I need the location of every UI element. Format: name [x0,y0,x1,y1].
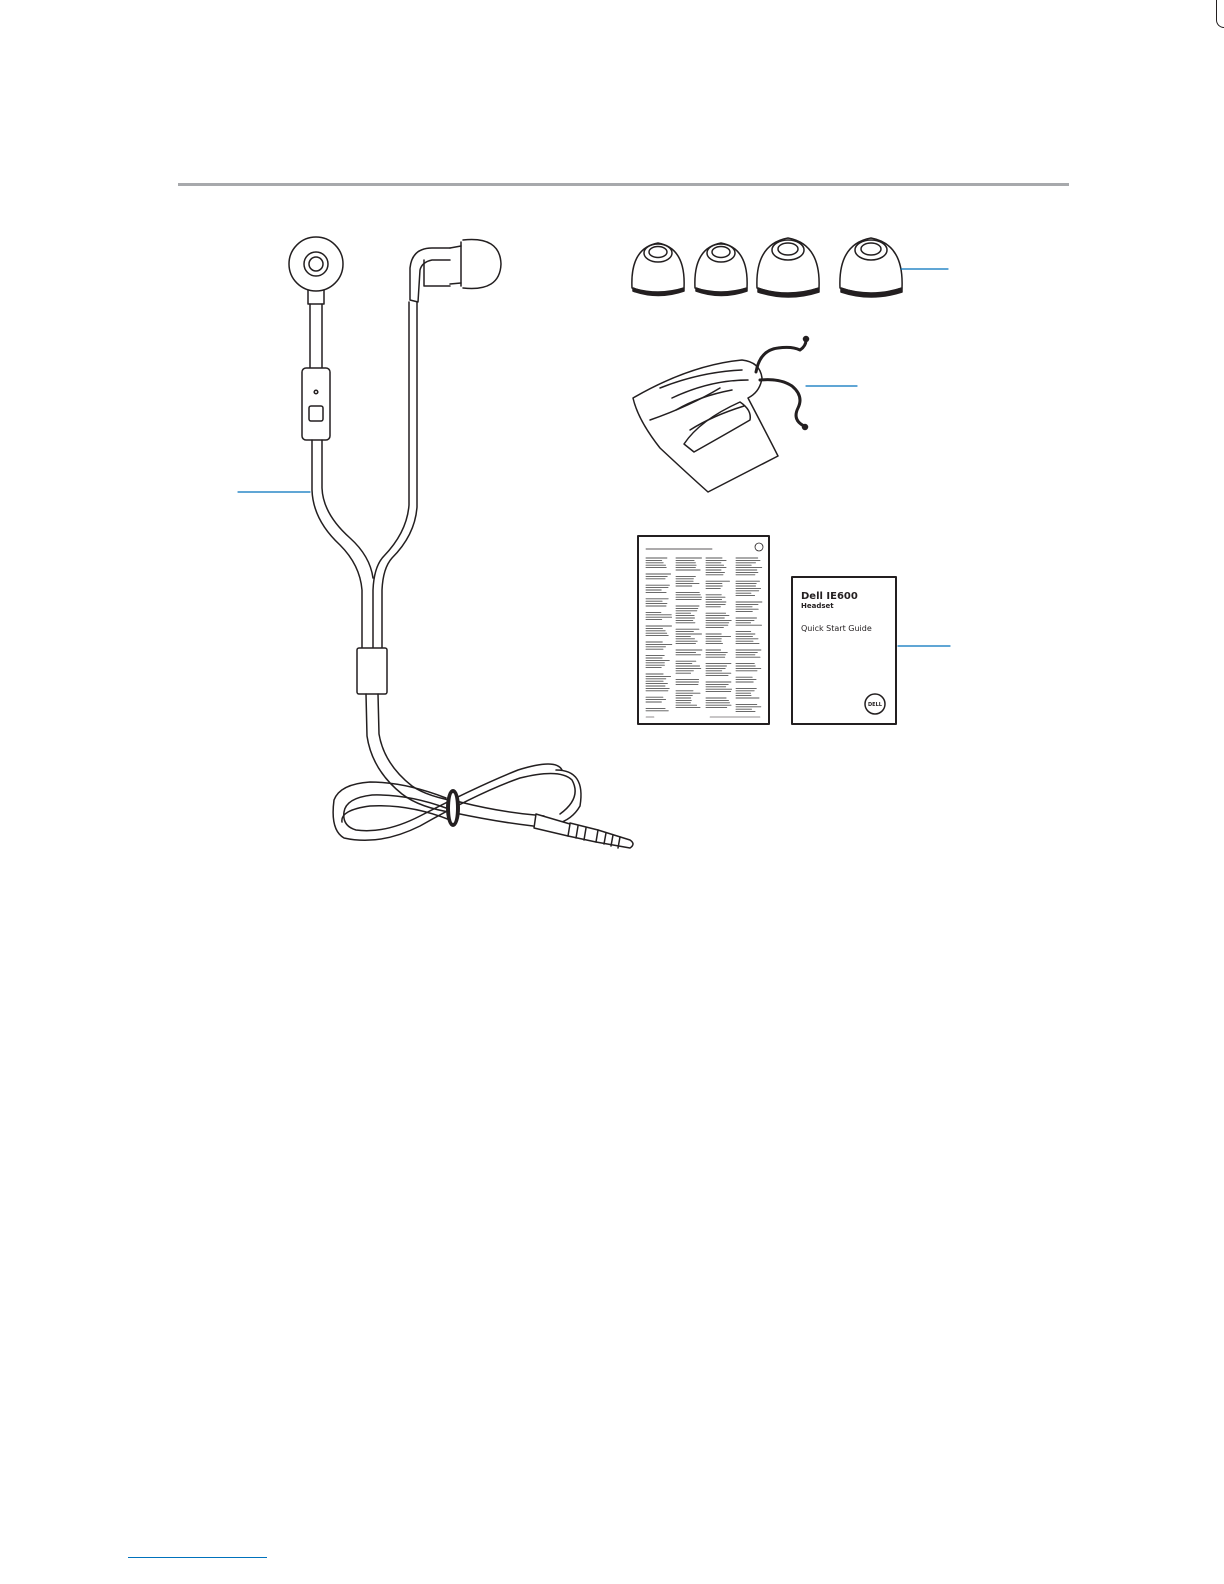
ear-tips-icon [632,238,902,297]
headset-icon [289,237,633,848]
dell-logo: DELL [868,702,882,708]
qsg-subtitle: Headset [801,602,834,610]
qsg-title: Quick Start Guide [801,624,872,633]
footer-link-rule [128,1557,267,1558]
pouch-icon [633,337,809,493]
qsg-product-name: Dell IE600 [801,591,858,602]
regulatory-sheet-icon [638,536,769,724]
